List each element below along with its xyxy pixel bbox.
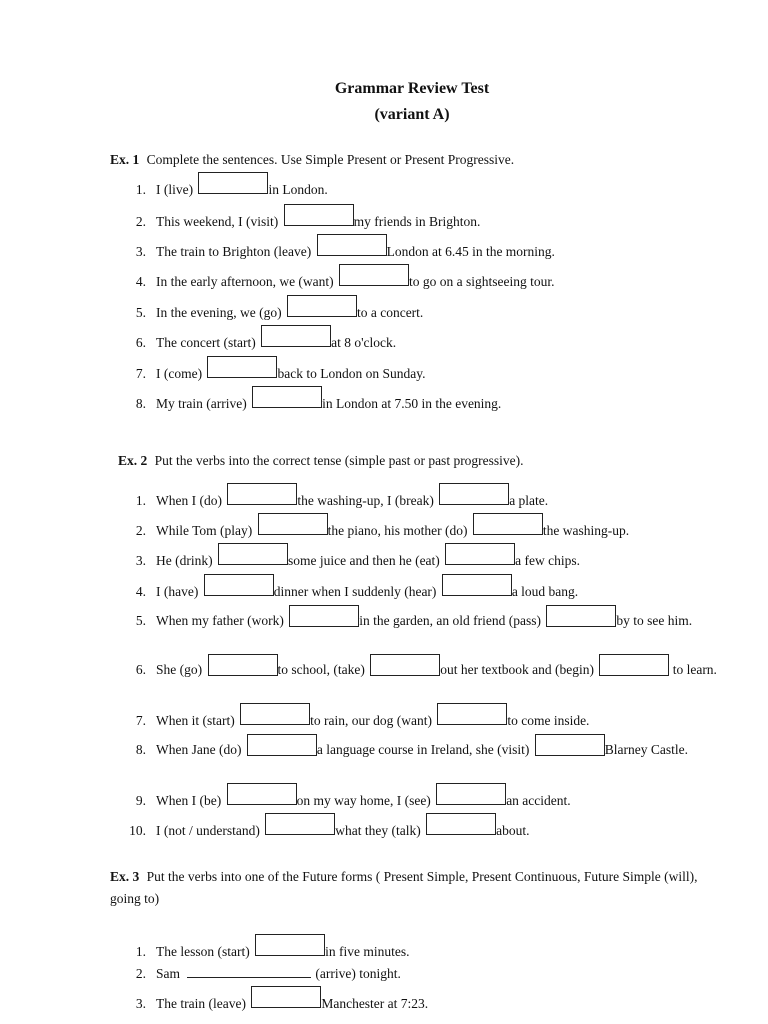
ex1-item [135,270,728,294]
item-text: dinner when I suddenly (hear) [273,584,437,599]
ex2-item [135,489,728,513]
answer-box[interactable] [218,543,288,565]
item-text: in the garden, an old friend (pass) [359,613,542,629]
ex2-label: Ex. 2 [118,453,148,468]
item-number: 8. [135,742,146,757]
item-text: When I (be) [156,793,222,808]
page-title: Grammar Review Test [334,80,490,97]
answer-box[interactable] [473,513,543,535]
ex1-item [135,240,728,264]
item-text: When my father (work) [156,613,284,629]
ex1-heading [110,149,514,171]
ex1-item [135,301,728,325]
item-text: in London. [268,182,328,197]
item-text: When Jane (do) [156,742,242,758]
answer-box[interactable] [284,204,354,226]
item-number: 5. [135,305,146,320]
item-number: 1. [135,493,146,508]
answer-box[interactable] [535,734,605,756]
item-text: in London at 7.50 in the evening. [322,396,502,411]
answer-box[interactable] [370,654,440,676]
item-text: a loud bang. [511,584,579,599]
answer-box[interactable] [255,934,325,956]
item-number: 6. [135,335,146,350]
answer-box[interactable] [339,264,409,286]
item-text: the piano, his mother (do) [327,523,468,538]
item-text: The train to Brighton (leave) [156,244,312,259]
item-text: on my way home, I (see) [296,793,431,808]
answer-box[interactable] [227,483,297,505]
item-text: Blarney Castle. [604,742,688,758]
ex1-item [135,392,728,416]
answer-box[interactable] [240,703,310,725]
item-number: 5. [135,613,146,628]
item-text: the washing-up, I (break) [297,493,434,508]
ex3-instruction: Put the verbs into one of the Future forms ( Present Simple, Present Continuous, Future Simple (will), going to) [110,869,698,906]
answer-box[interactable] [442,574,512,596]
ex3-label: Ex. 3 [110,869,140,884]
answer-box[interactable] [208,654,278,676]
ex2-item [135,611,722,633]
answer-box[interactable] [247,734,317,756]
answer-box[interactable] [426,813,496,835]
ex2-item [135,660,722,682]
item-text: an accident. [506,793,571,808]
item-text: what they (talk) [335,823,421,838]
item-number: 3. [135,553,146,568]
item-number: 9. [135,793,146,808]
ex2-item [135,709,728,733]
page-subtitle: (variant A) [374,106,450,123]
item-text: Manchester at 7:23. [321,996,429,1011]
item-text: to a concert. [356,305,424,320]
answer-box[interactable] [546,605,616,627]
answer-box[interactable] [207,356,277,378]
item-number: 1. [135,182,146,197]
item-number: 8. [135,396,146,411]
item-text: out her textbook and (begin) [440,662,594,678]
item-text: a language course in Ireland, she (visit) [316,742,530,758]
answer-box[interactable] [439,483,509,505]
item-text: I (have) [156,584,199,599]
ex2-item [135,519,728,543]
answer-box[interactable] [265,813,335,835]
item-text: the washing-up. [542,523,630,538]
item-text: some juice and then he (eat) [287,553,440,568]
item-text: While Tom (play) [156,523,253,538]
item-text: In the early afternoon, we (want) [156,274,334,289]
ex1-label: Ex. 1 [110,152,140,167]
item-text: I (live) [156,182,194,197]
ex2-heading [118,450,524,472]
item-number: 4. [135,274,146,289]
item-number: 2. [135,966,146,981]
item-text: In the evening, we (go) [156,305,282,320]
ex3-item [135,962,728,986]
item-text: to learn. [672,662,717,678]
item-text: a plate. [509,493,549,508]
answer-box[interactable] [252,386,322,408]
ex2-item [135,580,728,604]
item-number: 2. [135,214,146,229]
item-text: The train (leave) [156,996,246,1011]
item-text: to go on a sightseeing tour. [409,274,555,289]
item-text: London at 6.45 in the morning. [386,244,555,259]
item-number: 4. [135,584,146,599]
item-text: back to London on Sunday. [277,366,426,381]
item-text: to school, (take) [277,662,365,678]
item-text: in five minutes. [325,944,410,959]
item-text: The concert (start) [156,335,256,350]
item-number: 3. [135,244,146,259]
item-text: a few chips. [515,553,581,568]
ex3-item [135,940,728,964]
item-text: to come inside. [507,713,590,728]
answer-box[interactable] [437,703,507,725]
item-text: The lesson (start) [156,944,250,959]
item-text: to rain, our dog (want) [310,713,432,728]
ex2-item [135,789,728,813]
item-text: (arrive) tonight. [315,966,401,981]
item-text: Sam [156,966,181,981]
item-text: My train (arrive) [156,396,247,411]
item-text: at 8 o'clock. [331,335,397,350]
answer-line[interactable] [187,965,311,978]
item-text: I (not / understand) [156,823,260,838]
answer-box[interactable] [599,654,669,676]
ex1-instruction: Complete the sentences. Use Simple Present or Present Progressive. [146,152,515,167]
ex2-instruction: Put the verbs into the correct tense (simple past or past progressive). [154,453,524,468]
ex2-item [129,819,728,843]
item-number: 1. [135,944,146,959]
ex1-item [135,362,728,386]
ex1-item [135,331,728,355]
item-text: This weekend, I (visit) [156,214,279,229]
answer-box[interactable] [445,543,515,565]
item-text: I (come) [156,366,203,381]
item-text: When I (do) [156,493,222,508]
ex2-item [135,549,728,573]
answer-box[interactable] [289,605,359,627]
answer-box[interactable] [258,513,328,535]
ex3-heading [110,866,710,910]
item-text: my friends in Brighton. [353,214,481,229]
item-number: 10. [129,823,146,838]
ex2-item [135,740,722,762]
answer-box[interactable] [204,574,274,596]
item-text: by to see him. [616,613,693,629]
item-number: 2. [135,523,146,538]
item-number: 3. [135,996,146,1011]
item-text: He (drink) [156,553,213,568]
answer-box[interactable] [251,986,321,1008]
answer-box[interactable] [227,783,297,805]
item-text: When it (start) [156,713,235,728]
answer-box[interactable] [261,325,331,347]
item-text: She (go) [156,662,203,678]
ex3-item [135,992,728,1016]
answer-box[interactable] [198,172,268,194]
item-number: 6. [135,662,146,677]
item-number: 7. [135,366,146,381]
item-number: 7. [135,713,146,728]
answer-box[interactable] [317,234,387,256]
item-text: about. [496,823,530,838]
answer-box[interactable] [287,295,357,317]
ex1-item [135,210,728,234]
ex1-item [135,178,728,202]
answer-box[interactable] [436,783,506,805]
